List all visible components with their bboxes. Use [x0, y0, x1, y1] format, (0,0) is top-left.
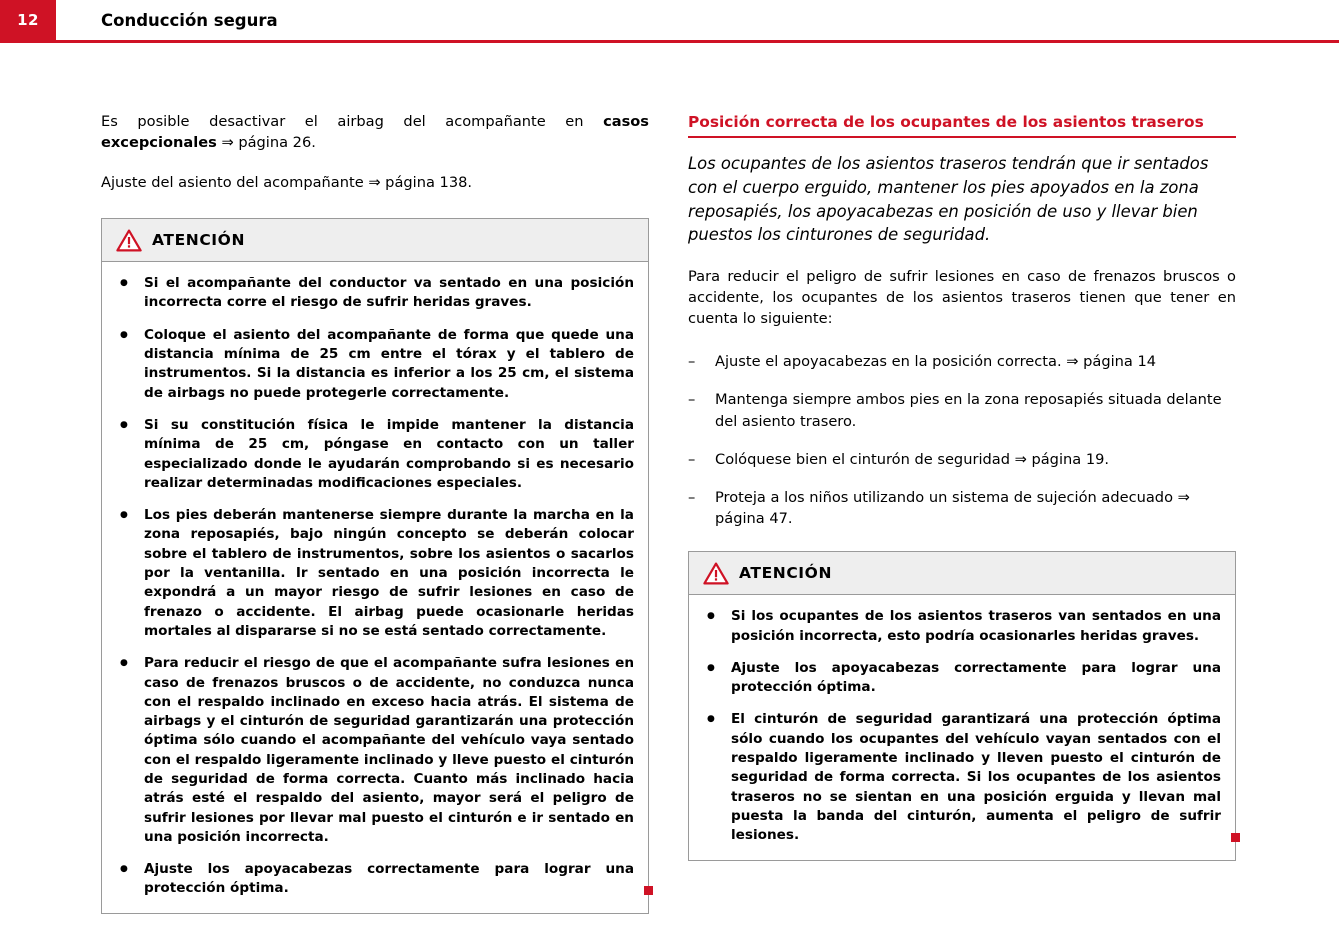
section-end-marker	[644, 886, 653, 895]
page-number: 12	[0, 0, 56, 40]
warning-bullet: ● Ajuste los apoyacabezas correctamente para lograr una protección óptima.	[703, 659, 1221, 698]
left-paragraph-1	[101, 112, 649, 153]
right-column	[688, 112, 1236, 861]
list-item: – Ajuste el apoyacabezas en la posición correcta. ⇒ página 14	[688, 351, 1236, 372]
dash-list	[688, 351, 1236, 529]
warning-bullet: ● Ajuste los apoyacabezas correctamente para lograr una protección óptima.	[116, 860, 634, 899]
warning-bullet: ● Si el acompañante del conductor va sentado en una posición incorrecta corre el riesgo de sufrir heridas graves.	[116, 274, 634, 313]
left-paragraph-1-text-a: Es posible desactivar el airbag del acompañante en	[101, 113, 604, 130]
warning-title-right: ATENCIÓN	[739, 564, 833, 583]
left-paragraph-1-text-b: ⇒ página 26.	[216, 133, 316, 151]
warning-body-left	[102, 262, 648, 913]
warning-body-right	[689, 595, 1235, 859]
section-end-marker	[1231, 833, 1240, 842]
warning-triangle-icon	[703, 562, 729, 585]
warning-title-left: ATENCIÓN	[152, 231, 246, 250]
warning-box-right	[688, 551, 1236, 860]
right-paragraph-1: Para reducir el peligro de sufrir lesiones en caso de frenazos bruscos o accidente, los ocupantes de los asientos traseros tienen que tener en cuenta lo siguiente:	[688, 268, 1236, 327]
page-header	[0, 0, 1339, 40]
list-item: – Proteja a los niños utilizando un sistema de sujeción adecuado ⇒ página 47.	[688, 487, 1236, 529]
warning-bullet: ● Para reducir el riesgo de que el acompañante sufra lesiones en caso de frenazos bruscos o de accidente, no conduzca nunca con el respaldo inclinado en exceso hacia atrás. El sistema de airbags y el cinturón de seguridad garantizarán una protección óptima sólo cuando el acompañante del vehículo vaya sentado con el respaldo ligeramente inclinado y lleve puesto el cinturón de seguridad de forma correcta. Cuanto más inclinado hacia atrás esté el respaldo del asiento, mayor será el peligro de sufrir lesiones por llevar mal puesto el cinturón e ir sentado en una posición incorrecta.	[116, 654, 634, 847]
left-paragraph-1-bold: casos excepcionales	[101, 113, 649, 151]
warning-header-right	[689, 552, 1235, 595]
warning-bullet: ● Los pies deberán mantenerse siempre durante la marcha en la zona reposapiés, bajo ningún concepto se deberán colocar sobre el tablero de instrumentos, sobre los asientos o sacarlos por la ventanilla. Ir sentado en una posición incorrecta le expondrá a un mayor riesgo de sufrir lesiones en caso de frenazo o accidente. El airbag puede ocasionarle heridas mortales al dispararse si no se está sentado correctamente.	[116, 506, 634, 641]
warning-bullet: ● Si su constitución física le impide mantener la distancia mínima de 25 cm, póngase en contacto con un taller especializado donde le ayudarán comprobando si es necesario realizar determinadas modificaciones especiales.	[116, 416, 634, 493]
header-divider	[0, 40, 1339, 43]
section-intro: Los ocupantes de los asientos traseros tendrán que ir sentados con el cuerpo erguido, mantener los pies apoyados en la zona reposapiés, los apoyacabezas en posición de uso y llevar bien puestos los cinturones de seguridad.	[688, 154, 1209, 245]
warning-header-left	[102, 219, 648, 262]
list-item: – Mantenga siempre ambos pies en la zona reposapiés situada delante del asiento trasero.	[688, 389, 1236, 431]
section-title: Posición correcta de los ocupantes de los asientos traseros	[688, 112, 1236, 138]
warning-triangle-icon	[116, 229, 142, 252]
chapter-title: Conducción segura	[101, 10, 278, 30]
warning-bullet: ● Si los ocupantes de los asientos traseros van sentados en una posición incorrecta, esto podría ocasionarles heridas graves.	[703, 607, 1221, 646]
warning-box-left	[101, 218, 649, 914]
left-paragraph-2: Ajuste del asiento del acompañante ⇒ página 138.	[101, 174, 473, 192]
list-item: – Colóquese bien el cinturón de seguridad ⇒ página 19.	[688, 449, 1236, 470]
left-column	[101, 112, 649, 914]
warning-bullet: ● El cinturón de seguridad garantizará una protección óptima sólo cuando los ocupantes del vehículo vayan sentados con el respaldo ligeramente inclinado y lleven puesto el cinturón de seguridad de forma correcta. Si los ocupantes de los asientos traseros no se sientan en una posición erguida y llevan mal puesta la banda del cinturón, aumenta el peligro de sufrir lesiones.	[703, 710, 1221, 845]
warning-bullet: ● Coloque el asiento del acompañante de forma que quede una distancia mínima de 25 cm entre el tórax y el tablero de instrumentos. Si la distancia es inferior a los 25 cm, el sistema de airbags no puede protegerle correctamente.	[116, 326, 634, 403]
